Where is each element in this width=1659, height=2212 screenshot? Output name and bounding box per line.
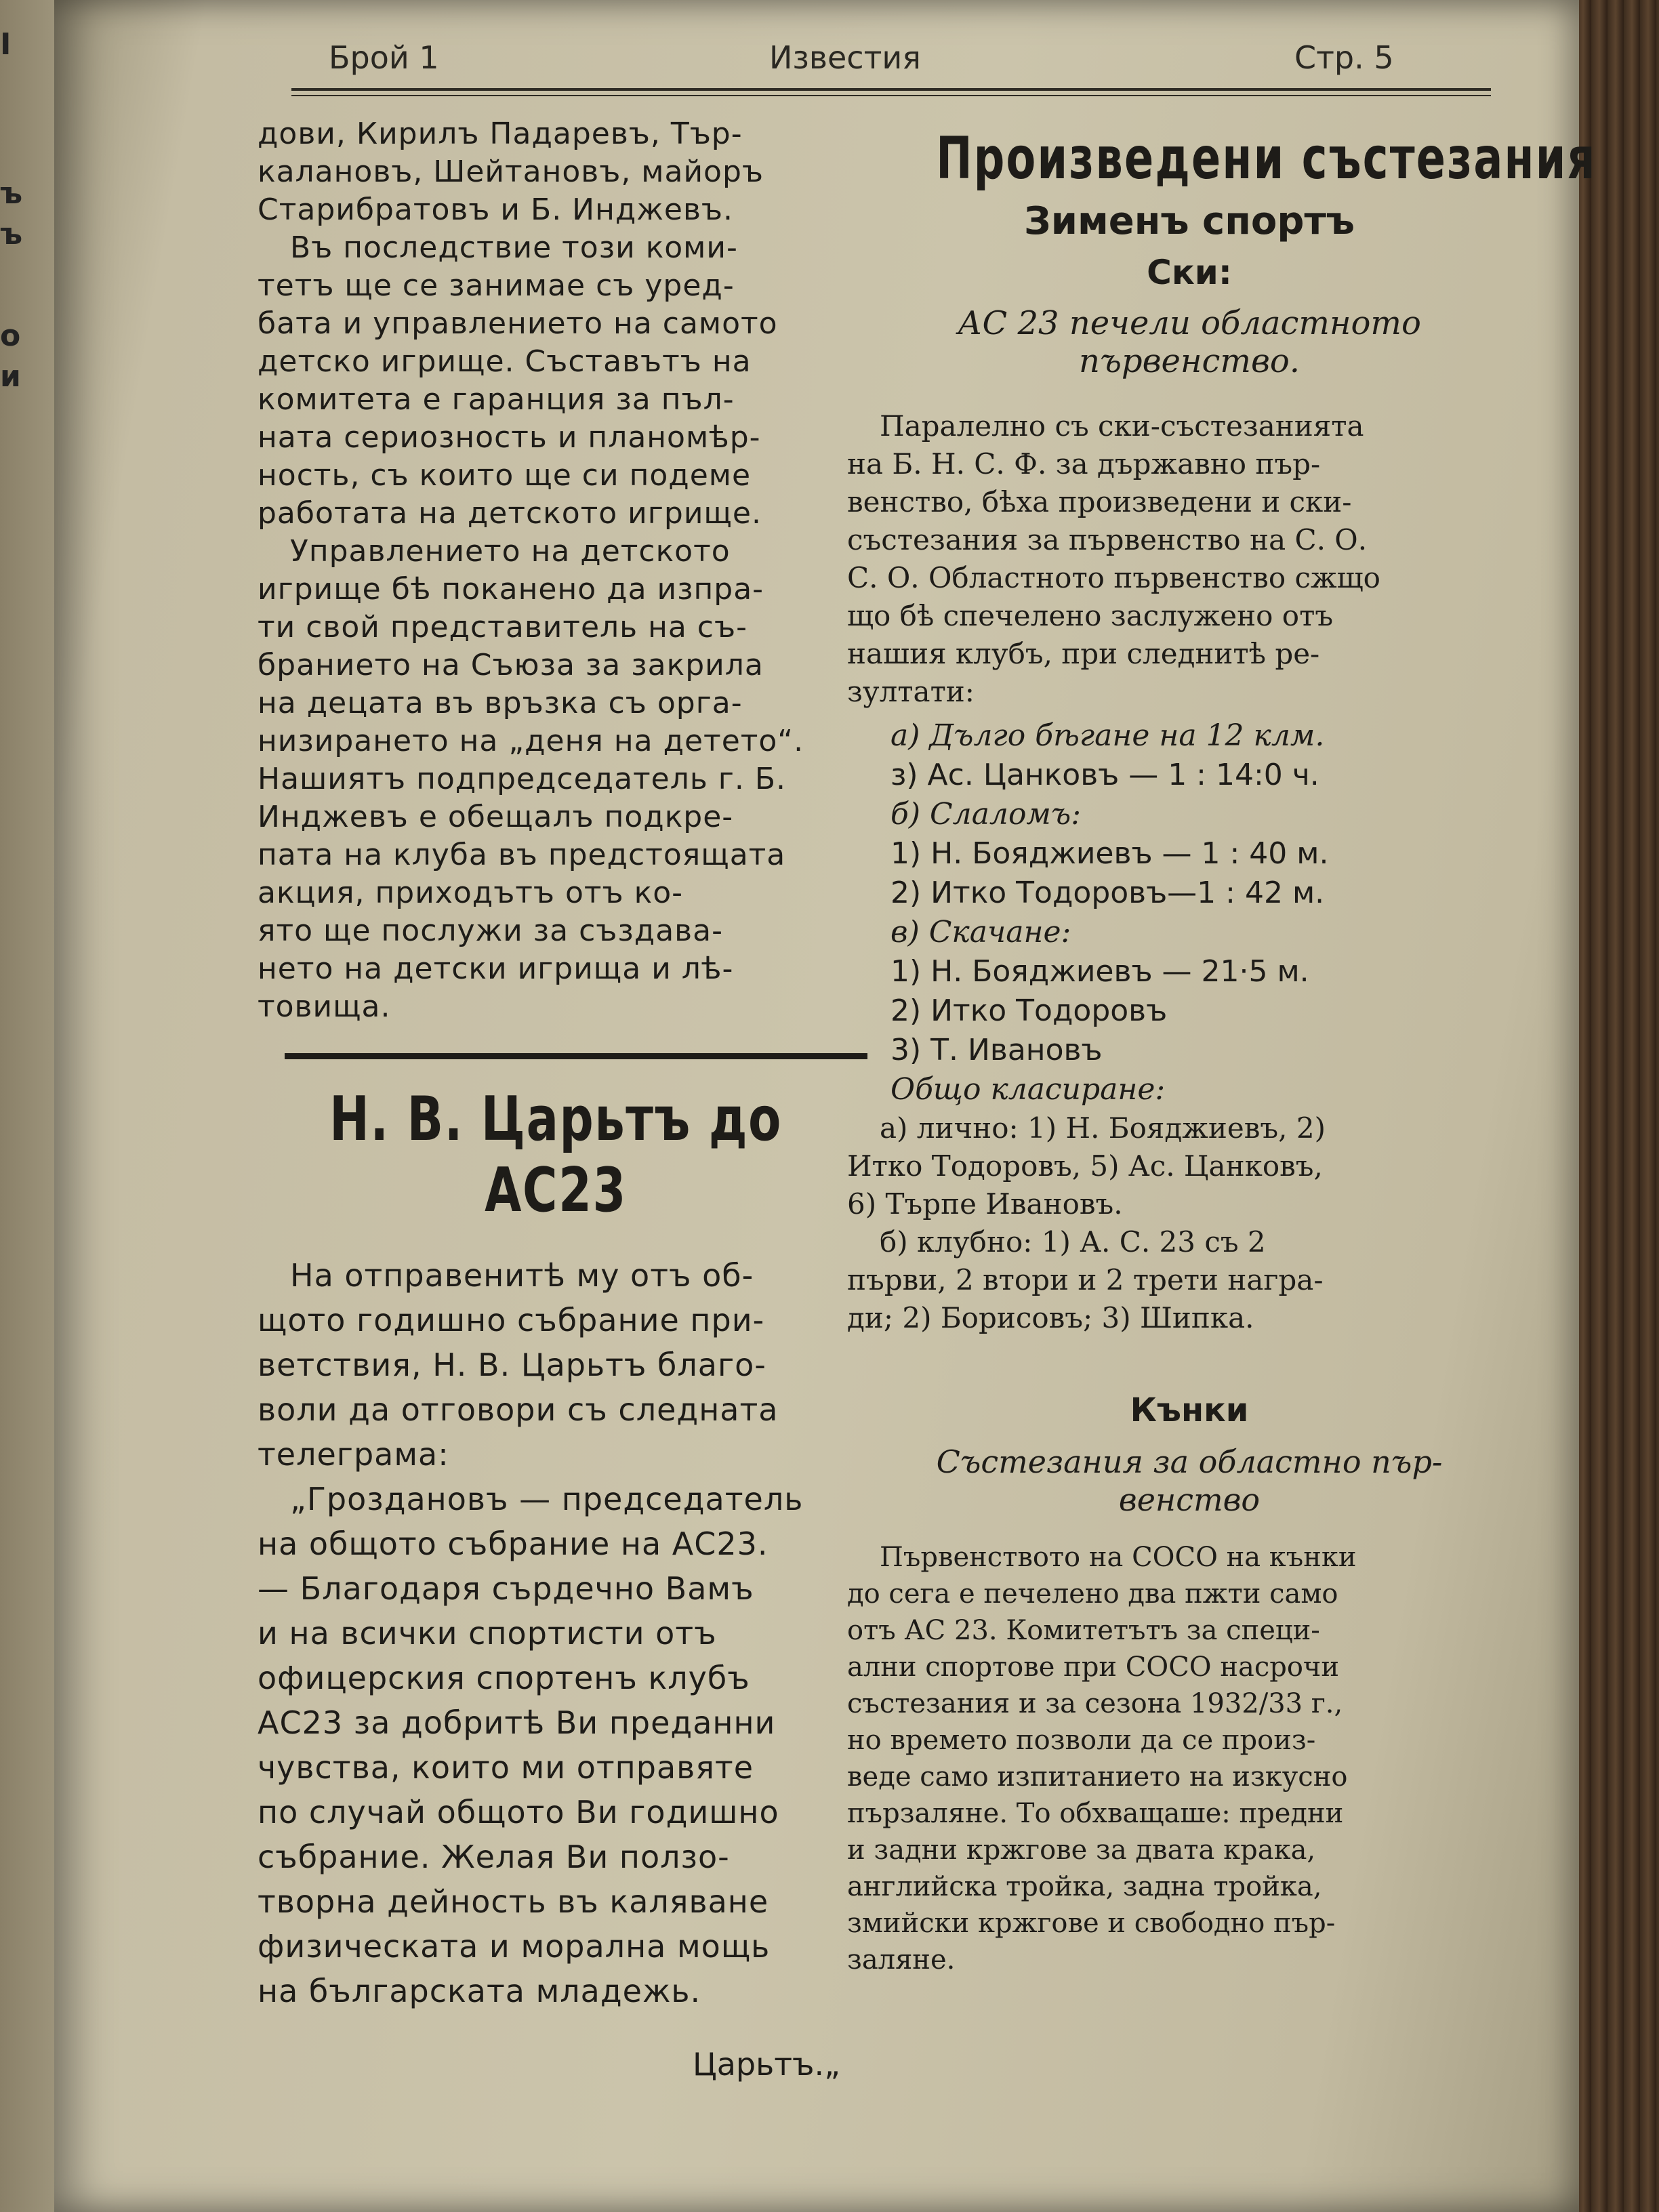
text-line: Инджевъ е обещалъ подкре-: [258, 800, 734, 834]
overall-standings-label: Общо класиране:: [890, 1072, 1166, 1107]
text-line: Старибратовъ и Б. Инджевъ.: [258, 192, 733, 227]
telegram-signature: Царьтъ.„: [693, 2046, 840, 2083]
text-line: ветствия, Н. В. Царьтъ благо-: [258, 1347, 766, 1383]
section-heading: Произведени състезания: [936, 125, 1597, 192]
result-row: 1) Н. Бояджиевъ — 21·5 м.: [890, 954, 1309, 989]
text-line: що бѣ спечелено заслужено отъ: [847, 599, 1334, 632]
ski-results: [847, 716, 1532, 1109]
ski-intro-paragraph: [847, 407, 1532, 711]
skates-paragraph: [847, 1539, 1532, 1978]
text-line: Управлението на детското: [290, 534, 731, 569]
text-line: дови, Кирилъ Падаревъ, Тър-: [258, 117, 743, 151]
text-line: детско игрище. Съставътъ на: [258, 344, 752, 379]
header-rule: [291, 95, 1491, 96]
text-line: ди; 2) Борисовъ; 3) Шипка.: [847, 1301, 1254, 1334]
section-divider: [285, 1053, 867, 1059]
fragment-char: и: [0, 359, 21, 394]
text-line: на българската младежь.: [258, 1973, 701, 2009]
text-line: АС23 за добритѣ Ви преданни: [258, 1704, 776, 1741]
text-line: на общото събрание на АС23.: [258, 1525, 769, 1562]
fragment-char: I: [0, 27, 12, 62]
text-line: на децата въ връзка съ орга-: [258, 686, 743, 720]
text-line: змийски кржгове и свободно пър-: [847, 1908, 1336, 1939]
text-line: на Б. Н. С. Ф. за държавно пър-: [847, 447, 1321, 480]
text-line: ято ще послужи за създава-: [258, 914, 723, 948]
text-line: творна дейность въ каляване: [258, 1883, 769, 1920]
text-line: ность, съ които ще си подеме: [258, 458, 752, 493]
text-line: първи, 2 втори и 2 трети награ-: [847, 1263, 1324, 1296]
result-row: 3) Т. Ивановъ: [890, 1033, 1103, 1067]
result-category: в) Скачане:: [890, 915, 1071, 949]
text-line: ални спортове при СОСО насрочи: [847, 1652, 1340, 1683]
result-category: б) Слаломъ:: [890, 797, 1082, 832]
text-line: Въ последствие този коми-: [290, 230, 738, 265]
result-category: а) Дълго бѣгане на 12 клм.: [890, 718, 1325, 753]
result-row: 2) Итко Тодоровъ: [890, 994, 1168, 1028]
text-line: ти свой представитель на съ-: [258, 610, 747, 644]
text-line: и на всички спортисти отъ: [258, 1615, 717, 1652]
text-line: — Благодаря сърдечно Вамъ: [258, 1570, 754, 1607]
text-line: Паралелно съ ски-състезанията: [880, 409, 1364, 443]
text-line: до сега е печелено два пжти само: [847, 1578, 1338, 1610]
page-number: Стр. 5: [1294, 39, 1394, 76]
right-column: [847, 115, 1597, 1978]
text-line: заляне.: [847, 1944, 956, 1975]
text-line: щото годишно събрание при-: [258, 1302, 765, 1338]
text-line: офицерския спортенъ клубъ: [258, 1660, 750, 1696]
text-line: товища.: [258, 989, 391, 1024]
text-line: пързаляне. То обхващаше: предни: [847, 1798, 1344, 1829]
text-line: „Гроздановъ — председатель: [290, 1481, 804, 1517]
article-heading: Н. В. Царьтъ до АС23: [329, 1084, 782, 1226]
title-line: венство: [1118, 1481, 1261, 1518]
text-line: Първенството на СОСО на кънки: [880, 1542, 1357, 1573]
playground-paragraph: [258, 533, 854, 1026]
text-line: венство, бѣха произведени и ски-: [847, 485, 1352, 518]
left-column: [258, 115, 854, 2083]
text-line: комитета е гаранция за пъл-: [258, 382, 735, 417]
text-line: нето на детски игрища и лѣ-: [258, 951, 734, 986]
text-line: С. О. Областното първенство сжщо: [847, 561, 1380, 594]
text-line: тетъ ще се занимае съ уред-: [258, 268, 735, 303]
text-line: ната сериозность и планомѣр-: [258, 420, 761, 455]
ski-subheading: Ски:: [1147, 253, 1232, 292]
publication-title: Известия: [769, 39, 921, 76]
text-line: състезания за първенство на С. О.: [847, 523, 1368, 556]
text-line: нашия клубъ, при следнитѣ ре-: [847, 637, 1320, 670]
text-line: Нашиятъ подпредседатель г. Б.: [258, 762, 787, 796]
ski-article-title: [847, 304, 1532, 380]
skates-article-title: [847, 1443, 1532, 1519]
text-line: чувства, които ми отправяте: [258, 1749, 754, 1786]
title-line: Състезания за областно пър-: [936, 1443, 1443, 1480]
text-line: 6) Търпе Ивановъ.: [847, 1187, 1123, 1221]
text-line: б) клубно: 1) А. С. 23 съ 2: [880, 1225, 1266, 1258]
text-line: зултати:: [847, 675, 975, 708]
text-line: отъ АС 23. Комитетътъ за специ-: [847, 1615, 1320, 1646]
fragment-char: ъ: [0, 176, 23, 211]
text-line: низирането на „деня на детето“.: [258, 724, 804, 758]
text-line: бранието на Съюза за закрила: [258, 648, 764, 682]
tsar-intro: [258, 1253, 854, 2013]
result-row: 2) Итко Тодоровъ—1 : 42 м.: [890, 876, 1325, 910]
text-line: калановъ, Шейтановъ, майоръ: [258, 155, 764, 189]
winter-sport-subheading: Зименъ спортъ: [1023, 199, 1355, 243]
text-line: веде само изпитанието на изкусно: [847, 1761, 1348, 1793]
text-line: английска тройка, задна тройка,: [847, 1871, 1322, 1902]
text-line: а) лично: 1) Н. Бояджиевъ, 2): [880, 1111, 1326, 1145]
fragment-char: ъ: [0, 217, 23, 251]
text-line: пата на клуба въ предстоящата: [258, 838, 786, 872]
issue-number: Брой 1: [329, 39, 439, 76]
committee-paragraph-end: [258, 115, 854, 229]
skates-subheading: Кънки: [1130, 1391, 1249, 1429]
result-row: з) Ас. Цанковъ — 1 : 14:0 ч.: [890, 758, 1319, 792]
text-line: игрище бѣ поканено да изпра-: [258, 572, 764, 607]
committee-paragraph: [258, 229, 854, 533]
text-line: акция, приходътъ отъ ко-: [258, 876, 683, 910]
title-line: АС 23 печели областното: [958, 304, 1421, 342]
text-line: бата и управлението на самото: [258, 306, 778, 341]
text-line: На отправенитѣ му отъ об-: [290, 1257, 754, 1294]
overall-standings: [847, 1109, 1532, 1337]
text-line: по случай общото Ви годишно: [258, 1794, 779, 1830]
text-line: събрание. Желая Ви ползо-: [258, 1839, 730, 1875]
text-line: Итко Тодоровъ, 5) Ас. Цанковъ,: [847, 1149, 1323, 1183]
text-line: физическата и морална мощь: [258, 1928, 771, 1965]
text-line: воли да отговори съ следната: [258, 1391, 779, 1428]
text-line: работата на детското игрище.: [258, 496, 762, 531]
title-line: първенство.: [1078, 342, 1300, 380]
text-line: и задни кржгове за двата крака,: [847, 1835, 1316, 1866]
text-line: телеграма:: [258, 1436, 449, 1473]
result-row: 1) Н. Бояджиевъ — 1 : 40 м.: [890, 836, 1329, 871]
fragment-char: о: [0, 319, 21, 353]
newsletter-page: [54, 0, 1597, 2212]
header-rule: [291, 88, 1491, 91]
text-line: състезания и за сезона 1932/33 г.,: [847, 1688, 1343, 1719]
text-line: но времето позволи да се произ-: [847, 1725, 1316, 1756]
